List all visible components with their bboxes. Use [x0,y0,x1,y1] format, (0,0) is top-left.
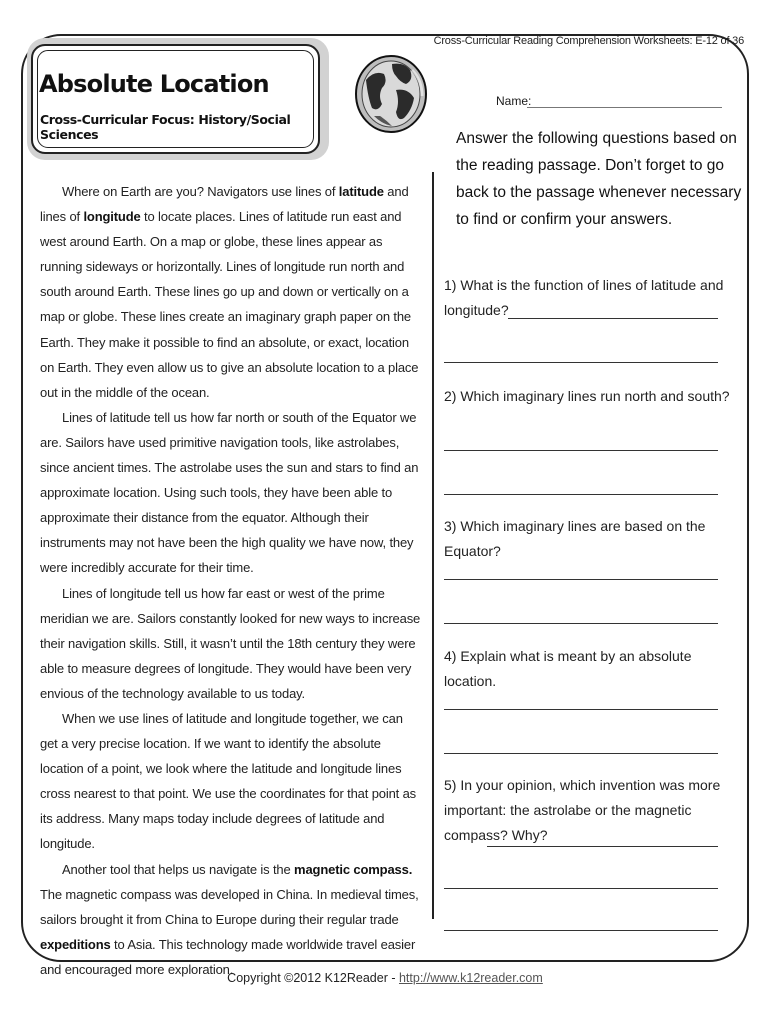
passage-text: Another tool that helps us navigate is the [62,861,295,877]
passage-text: The magnetic compass was developed in China. In medieval times, sailors brought it from China to Europe during their regular trade [40,886,419,927]
question-3: 3) Which imaginary lines are based on the Equator? [444,518,706,559]
vocab-magnetic-compass: magnetic compass. [294,861,413,877]
answer-line-3a[interactable] [444,579,718,580]
answer-line-2b[interactable] [444,494,718,495]
copyright-text: Copyright ©2012 K12Reader - [227,971,399,985]
passage-paragraph-5 [40,857,422,982]
answer-line-3b[interactable] [444,623,718,624]
answer-line-4a[interactable] [444,709,718,710]
vocab-latitude: latitude [338,184,384,199]
question-4: 4) Explain what is meant by an absolute location. [444,648,692,689]
answer-line-4b[interactable] [444,753,718,754]
passage-text: Where on Earth are you? Navigators use lines of [62,184,339,199]
cross-curricular-focus: Cross-Curricular Focus: History/Social Sciences [40,112,291,142]
question-2: 2) Which imaginary lines run north and south? [444,388,730,404]
column-divider [432,172,434,919]
answer-line-5b[interactable] [444,888,718,889]
passage-paragraph-1 [40,179,422,405]
answer-line-2a[interactable] [444,450,718,451]
answer-line-1b[interactable] [444,362,718,363]
answer-line-5c[interactable] [444,930,718,931]
k12reader-link[interactable]: http://www.k12reader.com [398,971,543,985]
title-box [31,44,320,154]
passage-paragraph-4: When we use lines of latitude and longitude together, we can get a very precise location. If we want to identify the absolute location of a point, we look where the latitude and longitude lines cross nearest to that point. We use the coordinates for that point as its address. Many maps today include degrees of latitude and longitude. [40,710,417,852]
vocab-expeditions: expeditions [40,936,111,952]
passage-paragraph-2: Lines of latitude tell us how far north or south of the Equator we are. Sailors have used primitive navigation tools, like astrolabes, since ancient times. The astrolabe uses the sun and stars to find an approximate location. Using such tools, they have been able to approximate their distance from the equator. Although their instruments may not have been the high quality we have now, they were incredibly accurate for their time. [40,409,419,576]
question-5: 5) In your opinion, which invention was more important: the astrolabe or the magnetic compass? Why? [444,777,721,843]
question-1: 1) What is the function of lines of latitude and longitude? [444,277,724,318]
reading-passage [40,179,422,982]
name-label: Name: [496,94,532,108]
name-field[interactable] [527,107,722,108]
answer-line-5a[interactable] [487,846,718,847]
passage-text: to locate places. Lines of latitude run east and west around Earth. On a map or globe, these lines appear as running sideways or horizontally. Lines of longitude run north and south around Earth. These lines go up and down or vertically on a map or globe. These lines create an imaginary graph paper on the Earth. They make it possible to find an absolute, or exact, location on Earth. They even allow us to give an absolute location to a place out in the middle of the ocean. [40,209,419,400]
page-title: Absolute Location [39,70,269,98]
worksheet-series-header: Cross-Curricular Reading Comprehension Worksheets: E-12 of 36 [433,35,744,47]
footer [0,971,770,985]
instructions: Answer the following questions based on the reading passage. Don’t forget to go back to the passage whenever necessary to find or confirm your answers. [456,130,742,228]
globe-icon [352,50,430,136]
passage-text: and lines of [40,184,409,225]
passage-text: to Asia. This technology made worldwide travel easier and encouraged more exploration. [40,936,416,977]
vocab-longitude: longitude [83,209,141,225]
passage-paragraph-3: Lines of longitude tell us how far east or west of the prime meridian we are. Sailors constantly looked for new ways to increase their navigation skills. Still, it wasn’t until the 18th century they were able to measure degrees of longitude. They would have been very envious of the technology available to us today. [40,585,421,701]
answer-line-1a[interactable] [508,318,718,319]
